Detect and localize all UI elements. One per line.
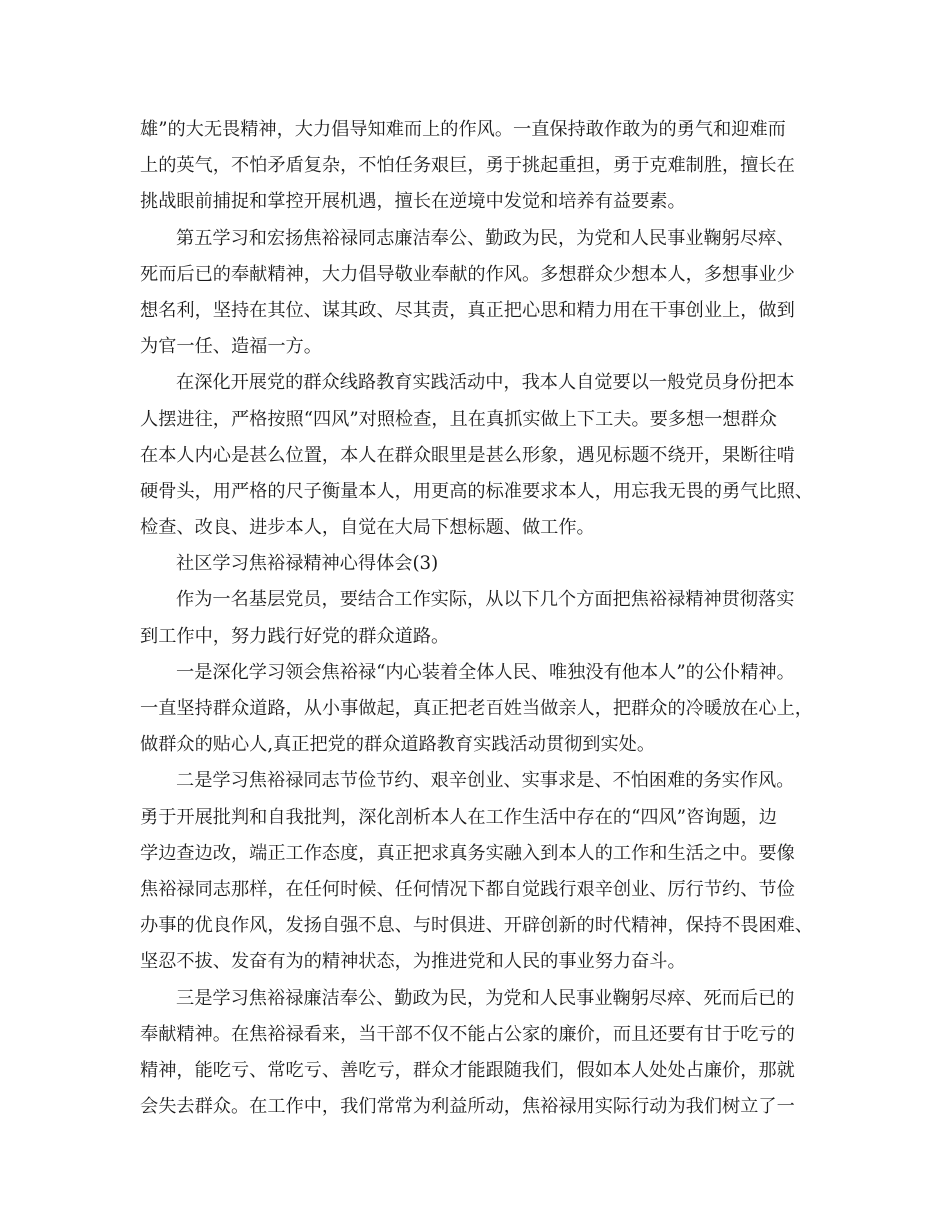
text-line: 为官一任、造福一方。 xyxy=(140,336,322,358)
text-line: 会失去群众。在工作中，我们常常为利益所动，焦裕禄用实际行动为我们树立了一 xyxy=(140,1096,795,1118)
text-line: 坚忍不拔、发奋有为的精神状态，为推进党和人民的事业努力奋斗。 xyxy=(140,951,686,973)
text-line: 一直坚持群众道路，从小事做起，真正把老百姓当做亲人，把群众的冷暖放在心上， xyxy=(140,698,813,719)
text-line: 挑战眼前捕捉和掌控开展机遇，擅长在逆境中发觉和培养有益要素。 xyxy=(140,191,686,213)
text-line: 第五学习和宏扬焦裕禄同志廉洁奉公、勤政为民，为党和人民事业鞠躬尽瘁、 xyxy=(176,227,795,249)
text-line: 做群众的贴心人,真正把党的群众道路教育实践活动贯彻到实处。 xyxy=(140,734,656,756)
text-line: 社区学习焦裕禄精神心得体会(3) xyxy=(176,553,439,575)
text-line: 上的英气，不怕矛盾复杂，不怕任务艰巨，勇于挑起重担，勇于克难制胜，擅长在 xyxy=(140,155,795,177)
text-line: 到工作中，努力践行好党的群众道路。 xyxy=(140,625,450,647)
text-line: 雄”的大无畏精神，大力倡导知难而上的作风。一直保持敢作敢为的勇气和迎难而 xyxy=(140,119,786,140)
text-line: 检查、改良、进步本人，自觉在大局下想标题、做工作。 xyxy=(140,517,595,539)
document-body xyxy=(140,112,830,1125)
text-line: 想名利，坚持在其位、谋其政、尽其责，真正把心思和精力用在干事创业上，做到 xyxy=(140,299,795,321)
text-line: 在本人内心是甚么位置，本人在群众眼里是甚么形象，遇见标题不绕开，果断往啃 xyxy=(140,444,795,466)
text-line: 在深化开展党的群众线路教育实践活动中，我本人自觉要以一般党员身份把本 xyxy=(176,372,795,394)
text-line: 三是学习焦裕禄廉洁奉公、勤政为民，为党和人民事业鞠躬尽瘁、死而后已的 xyxy=(176,987,795,1009)
text-line: 办事的优良作风，发扬自强不息、与时俱进、开辟创新的时代精神，保持不畏困难、 xyxy=(140,915,813,937)
text-line: 二是学习焦裕禄同志节俭节约、艰辛创业、实事求是、不怕困难的务实作风。 xyxy=(176,770,795,792)
text-line: 焦裕禄同志那样，在任何时候、任何情况下都自觉践行艰辛创业、厉行节约、节俭 xyxy=(140,878,795,900)
text-line: 硬骨头，用严格的尺子衡量本人，用更高的标准要求本人，用忘我无畏的勇气比照、 xyxy=(140,480,813,502)
text-line: 精神，能吃亏、常吃亏、善吃亏，群众才能跟随我们，假如本人处处占廉价，那就 xyxy=(140,1059,795,1081)
text-line: 奉献精神。在焦裕禄看来，当干部不仅不能占公家的廉价，而且还要有甘于吃亏的 xyxy=(140,1023,795,1045)
text-line: 作为一名基层党员，要结合工作实际，从以下几个方面把焦裕禄精神贯彻落实 xyxy=(176,589,795,611)
text-line: 勇于开展批判和自我批判，深化剖析本人在工作生活中存在的“四风”咨询题，边 xyxy=(140,806,777,828)
text-line: 人摆进往，严格按照“四风”对照检查，且在真抓实做上下工夫。要多想一想群众 xyxy=(140,408,777,430)
text-line: 学边查边改，端正工作态度，真正把求真务实融入到本人的工作和生活之中。要像 xyxy=(140,842,795,864)
text-line: 一是深化学习领会焦裕禄“内心装着全体人民、唯独没有他本人”的公仆精神。 xyxy=(176,661,795,683)
text-line: 死而后已的奉献精神，大力倡导敬业奉献的作风。多想群众少想本人，多想事业少 xyxy=(140,263,795,285)
